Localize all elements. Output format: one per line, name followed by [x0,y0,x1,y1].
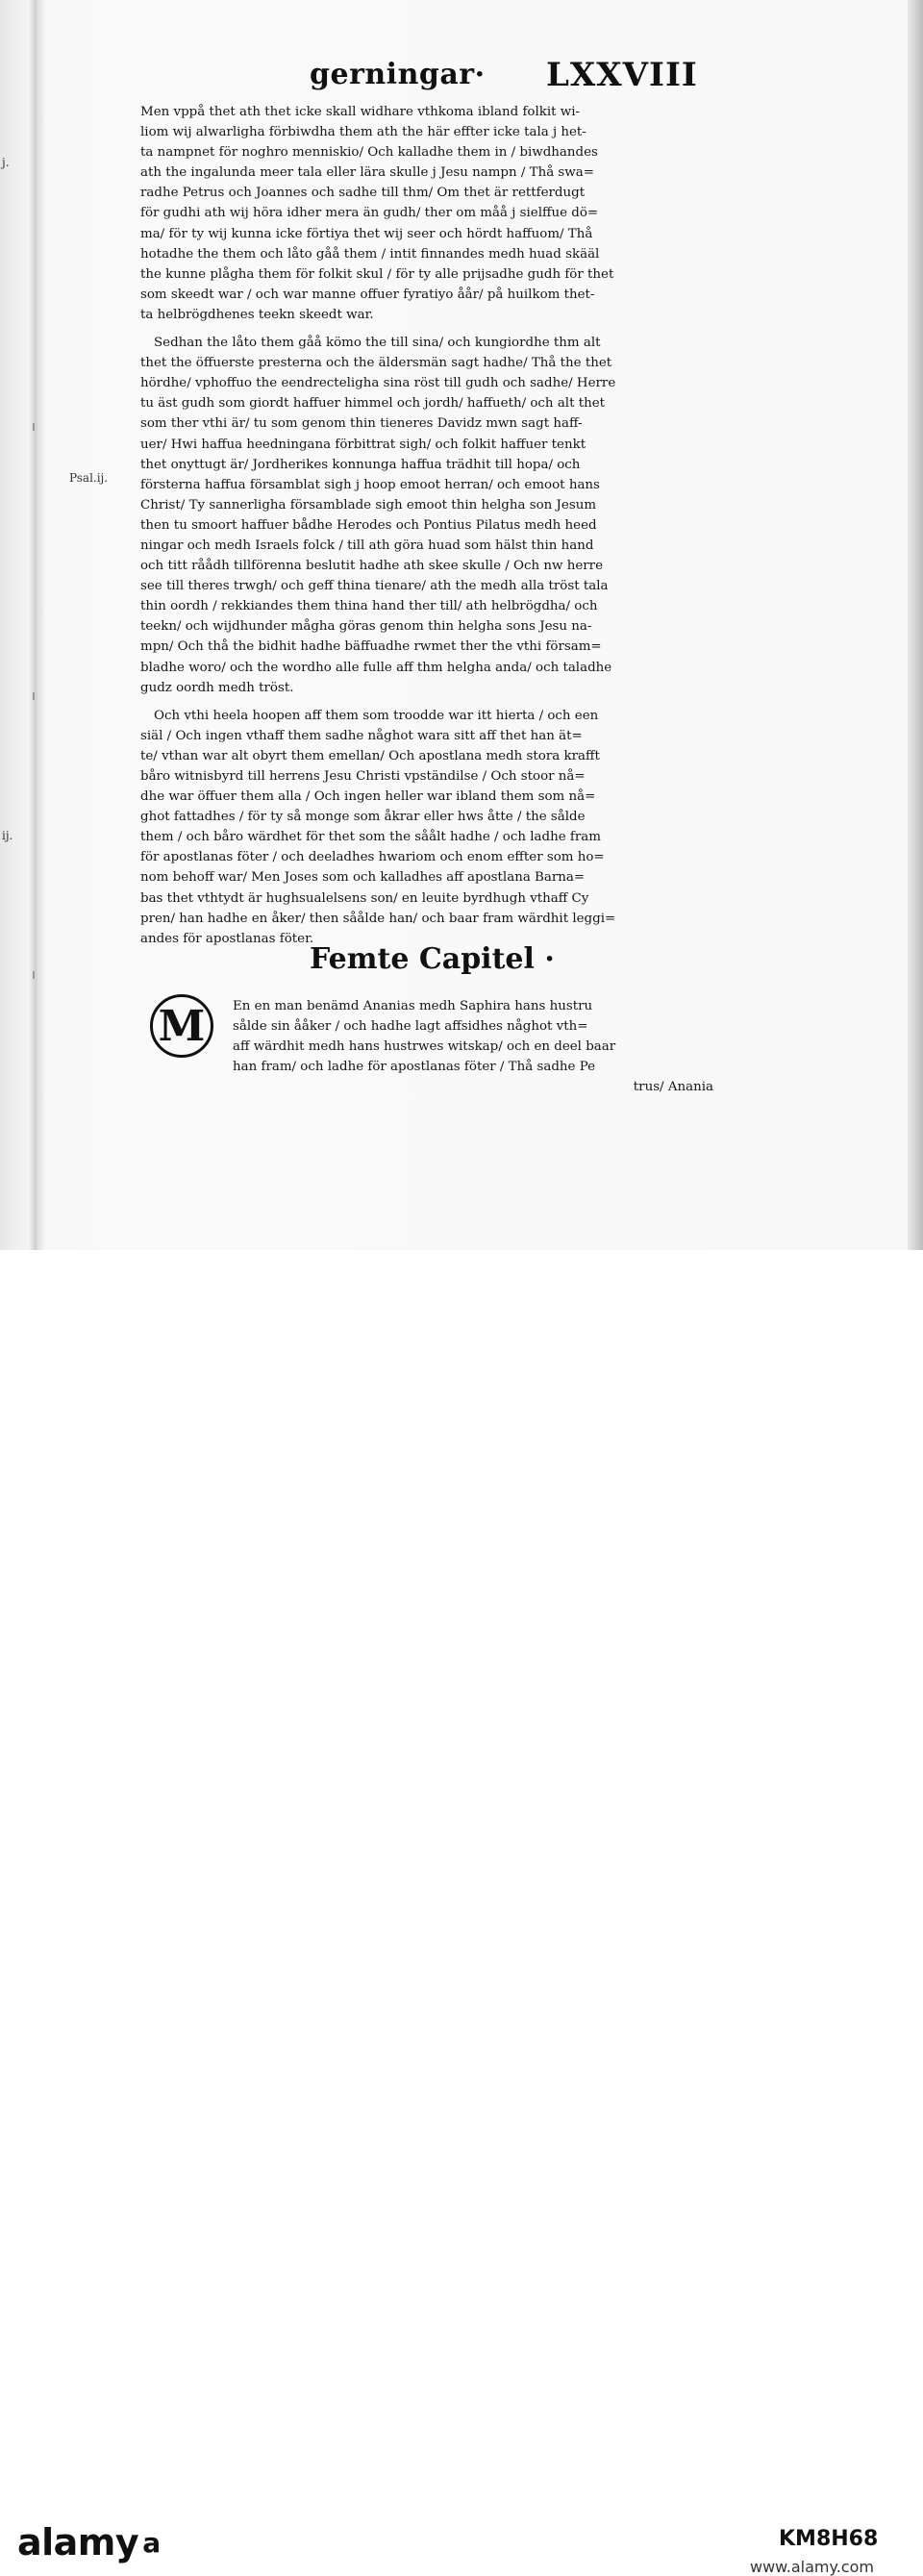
text-line: och titt råådh tillförenna beslutit hadhe ath skee skulle / Och nw herre [140,559,604,574]
main-text-block [140,102,710,949]
binding-stitch [33,423,35,431]
book-page [0,0,923,1250]
text-line: pren/ han hadhe en åker/ then såålde han/ och baar fram wärdhit leggi= [140,911,616,926]
catchline: trus/ Anania [633,1080,713,1095]
text-line: tu äst gudh som giordt haffuer himmel och jordh/ haffueth/ och alt thet [140,396,606,412]
text-line: thin oordh / rekkiandes them thina hand ther till/ ath helbrögdha/ och [140,599,598,614]
text-line: siäl / Och ingen vthaff them sadhe någhot wara sitt aff thet han ät= [140,728,583,743]
text-line: andes för apostlanas föter. [140,931,314,946]
brand-mark-icon: a [142,2527,161,2559]
text-line: nom behoff war/ Men Joses som och kalladhes aff apostlana Barna= [140,870,586,886]
brand-logo [17,2521,161,2563]
text-line: uer/ Hwi haffua heedningana förbittrat sigh/ och folkit haffuer tenkt [140,437,586,452]
text-line: teekn/ och wijdhunder mågha göras genom thin helgha sons Jesu na- [140,619,592,635]
text-line: thet onyttugt är/ Jordherikes konnunga haffua trädhit till hopa/ och [140,457,581,472]
folio-number: LXXVIII [546,56,698,94]
text-line: sålde sin ååker / och hadhe lagt affsidhes någhot vth= [233,1019,588,1035]
text-line: hördhe/ vphoffuo the eendrecteligha sina röst till gudh och sadhe/ Herre [140,376,616,391]
text-line: ma/ för ty wij kunna icke förtiya thet wij seer och hördt haffuom/ Thå [140,226,593,241]
book-binding [29,0,44,1250]
paragraph [140,102,710,325]
chapter-text-block [233,996,713,1097]
paragraph [140,333,710,698]
text-line: ghot fattadhes / för ty så monge som åkrar eller hws åtte / the sålde [140,810,586,825]
text-line: för gudhi ath wij höra idher mera än gudh/ ther om måå j sielffue dö= [140,206,599,221]
page-edge [908,0,923,1250]
text-line: radhe Petrus och Joannes och sadhe till thm/ Om thet är rettferdugt [140,186,586,201]
text-line: gudz oordh medh tröst. [140,680,294,695]
text-line: Christ/ Ty sannerligha församblade sigh emoot thin helgha son Jesum [140,497,597,513]
text-line: ningar och medh Israels folck / till ath göra huad som hälst thin hand [140,538,594,553]
text-line: försterna haffua församblat sigh j hoop emoot herran/ och emoot hans [140,477,600,492]
margin-note: Psal.ij. [69,471,109,485]
text-line: som skeedt war / och war manne offuer fyratiyo åår/ på huilkom thet- [140,287,595,302]
text-line: En en man benämd Ananias medh Saphira hans hustru [233,999,593,1013]
text-line: the kunne plågha them för folkit skul / för ty alle prijsadhe gudh för thet [140,266,614,282]
margin-note: j. [2,156,10,169]
running-header: gerningar· [310,58,486,91]
text-line: them / och båro wärdhet för thet som the såålt hadhe / och ladhe fram [140,830,601,845]
text-line: ta helbrögdhenes teekn skeedt war. [140,307,374,322]
text-line: han fram/ och ladhe för apostlanas föter / Thå sadhe Pe [233,1060,596,1075]
text-line: bladhe woro/ och the wordho alle fulle aff thm helgha anda/ och taladhe [140,660,612,675]
text-line: aff wärdhit medh hans hustrwes witskap/ och en deel baar [233,1039,616,1055]
text-line: hotadhe the them och låto gåå them / intit finnandes medh huad skääl [140,246,600,262]
text-line: Men vppå thet ath thet icke skall widhare vthkoma ibland folkit wi- [140,105,581,119]
binding-stitch [33,692,35,700]
text-line: te/ vthan war alt obyrt them emellan/ Och apostlana medh stora krafft [140,748,600,763]
text-line: see till theres trwgh/ och geff thina tienare/ ath the medh alla tröst tala [140,579,609,594]
binding-stitch [33,971,35,979]
brand-name: alamy [17,2521,139,2563]
watermark-bar [0,1250,923,2576]
decorated-initial: M [150,994,213,1058]
text-line: liom wij alwarligha förbiwdha them ath the här effter icke tala j het- [140,125,586,140]
text-line: dhe war öffuer them alla / Och ingen heller war ibland them som nå= [140,789,596,805]
text-line: thet the öffuerste presterna och the äldersmän sagt hadhe/ Thå the thet [140,356,612,371]
text-line: ath the ingalunda meer tala eller lära skulle j Jesu nampn / Thå swa= [140,165,594,181]
text-line: Sedhan the låto them gåå kömo the till sina/ och kungiordhe thm alt [154,336,601,351]
paragraph [140,706,710,949]
text-line: för apostlanas föter / och deeladhes hwariom och enom effter som ho= [140,850,605,865]
text-line: mpn/ Och thå the bidhit hadhe bäffuadhe rwmet ther the vthi försam= [140,639,602,655]
text-line: båro witnisbyrd till herrens Jesu Christi vpständilse / Och stoor nå= [140,769,586,784]
text-line: Och vthi heela hoopen aff them som troodde war itt hierta / och een [154,708,599,723]
site-url: www.alamy.com [750,2558,874,2576]
text-line: bas thet vthtydt är hughsualelsens son/ en leuite byrdhugh vthaff Cy [140,890,589,906]
text-line: som ther vthi är/ tu som genom thin tieneres Davidz mwn sagt haff- [140,416,583,432]
text-line: ta nampnet för noghro menniskio/ Och kalladhe them in / biwdhandes [140,145,598,161]
text-line: then tu smoort haffuer bådhe Herodes och Pontius Pilatus medh heed [140,517,597,533]
margin-note: ij. [2,829,13,842]
chapter-heading: Femte Capitel · [310,942,555,976]
image-id: KM8H68 [779,2527,879,2551]
